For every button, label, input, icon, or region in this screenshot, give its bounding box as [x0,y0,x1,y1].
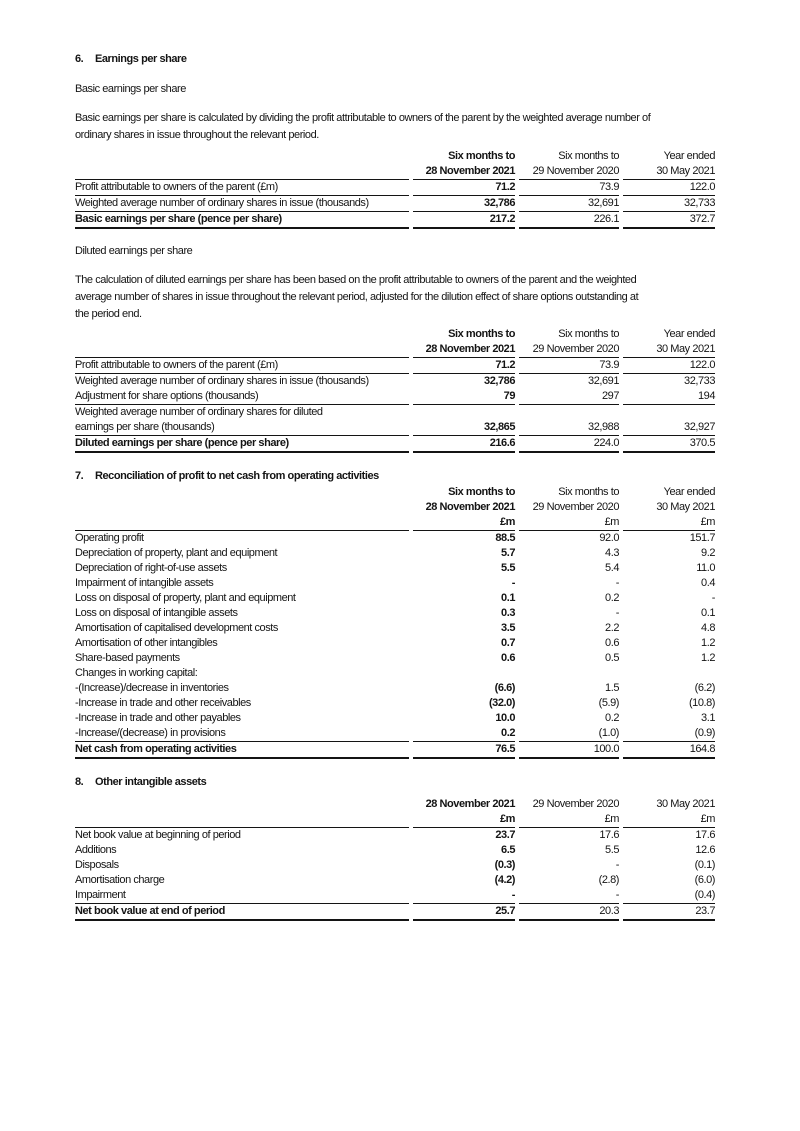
header-spacer [75,500,409,515]
cell-prior: 0.6 [605,637,619,649]
table-row [75,606,715,621]
cell-prior [519,405,619,420]
cell-year: (10.8) [688,697,715,709]
cell-year: 32,733 [684,375,715,387]
table-header-row [75,342,715,358]
table-header-row [75,797,715,812]
cell-current: 5.7 [501,547,515,559]
table-header-row [75,327,715,342]
cell-prior: 92.0 [599,532,619,544]
header-spacer [75,342,409,358]
col-header-period-year: Year ended [663,150,715,162]
cell-current: 0.1 [501,592,515,604]
header-spacer [75,164,409,180]
col-header-period-current: Six months to [448,486,515,498]
col-header-date-year: 30 May 2021 [623,342,715,358]
table-row [75,621,715,636]
row-label: Disposals [75,859,119,871]
table-row [75,873,715,888]
paragraph-line: The calculation of diluted earnings per share has been based on the profit attributable to owners of the parent and the weighted [75,274,637,286]
table-row [75,546,715,561]
cell-prior: (5.9) [598,697,619,709]
col-header-date-prior: 29 November 2020 [519,164,619,180]
cell-year: 122.0 [623,180,715,196]
section-title: Reconciliation of profit to net cash from operating activities [95,470,379,482]
table-row [75,726,715,742]
col-header-period-prior: Six months to [558,486,619,498]
intangible-assets-table [71,797,719,921]
table-row [75,651,715,666]
cell-prior: 32,691 [519,196,619,212]
cell-prior: - [615,607,619,619]
col-header-date-prior: 29 November 2020 [519,342,619,358]
cell-year: 0.1 [701,607,715,619]
diluted-eps-table [71,327,719,453]
cell-year: 151.7 [689,532,715,544]
row-label: Share-based payments [75,652,180,664]
cell-current: 0.3 [501,607,515,619]
row-label: Amortisation charge [75,874,165,886]
cell-prior: 73.9 [519,180,619,196]
cell-current: (0.3) [494,859,515,871]
cell-prior: 20.3 [519,904,619,921]
cell-year: 32,733 [623,196,715,212]
col-header-date-prior: 29 November 2020 [532,501,619,513]
header-spacer [75,812,409,828]
cell-year [623,405,715,420]
col-header-date-year: 30 May 2021 [623,164,715,180]
row-label: Amortisation of capitalised development costs [75,622,278,634]
cell-current: 0.2 [413,726,515,742]
cell-prior: 5.5 [605,844,619,856]
cell-year: 12.6 [695,844,715,856]
row-label: earnings per share (thousands) [75,420,409,436]
cell-prior: (1.0) [519,726,619,742]
cell-current: - [511,577,515,589]
paragraph-line: average number of shares in issue throughout the relevant period, adjusted for the dilution effect of share options outstanding at [75,291,639,303]
row-label: Operating profit [75,532,144,544]
cell-current: 10.0 [495,712,515,724]
section-title: Other intangible assets [95,776,207,788]
cell-year: 194 [623,389,715,405]
table-total-row [75,742,715,759]
table-total-row [75,436,715,453]
header-spacer [75,149,409,164]
header-spacer [75,485,409,500]
section-6-heading [75,52,725,67]
cell-prior: 73.9 [519,358,619,374]
cell-current: 23.7 [495,829,515,841]
table-row [75,180,715,196]
cell-current: 25.7 [413,904,515,921]
cell-current: 0.7 [501,637,515,649]
cell-year: 9.2 [701,547,715,559]
row-label: Impairment [75,888,409,904]
table-row [75,888,715,904]
table-row [75,561,715,576]
cell-year: 11.0 [696,562,715,574]
header-spacer [75,327,409,342]
row-label: Net book value at end of period [75,904,409,921]
row-label: Additions [75,844,117,856]
cell-current [413,666,515,681]
cell-year: 32,927 [623,420,715,436]
cell-current: 5.5 [501,562,515,574]
col-header-date-year: 30 May 2021 [656,798,715,810]
section-number: 7. [75,470,84,482]
table-row [75,828,715,843]
col-header-date-current: 28 November 2021 [413,342,515,358]
col-header-unit-prior: £m [519,515,619,531]
cell-year: 3.1 [701,712,715,724]
cell-current: 3.5 [501,622,515,634]
table-row [75,681,715,696]
cell-year: 1.2 [701,652,715,664]
table-header-row [75,164,715,180]
table-row [75,711,715,726]
cell-current: 217.2 [413,212,515,229]
row-label: -Increase in trade and other payables [75,712,241,724]
diluted-eps-subtitle: Diluted earnings per share [75,245,193,257]
col-header-unit-year: £m [623,515,715,531]
table-row [75,196,715,212]
cell-current: - [413,888,515,904]
cell-current: 71.2 [413,180,515,196]
cell-year: (0.4) [623,888,715,904]
cell-prior: 32,691 [588,375,619,387]
cell-prior: 0.5 [605,652,619,664]
row-label: Amortisation of other intangibles [75,637,218,649]
col-header-period-prior: Six months to [558,328,619,340]
cell-year: 17.6 [695,829,715,841]
cell-year: (6.0) [694,874,715,886]
col-header-period-year: Year ended [663,486,715,498]
col-header-period-prior: Six months to [558,150,619,162]
row-label: Weighted average number of ordinary shares in issue (thousands) [75,196,409,212]
col-header-date-prior: 29 November 2020 [532,798,619,810]
section-7-heading [75,469,725,484]
paragraph-line: Basic earnings per share is calculated by dividing the profit attributable to owners of the parent by the weighted average number of [75,112,651,124]
col-header-unit-current: £m [413,812,515,828]
table-row [75,358,715,374]
cell-prior: 1.5 [605,682,619,694]
row-label: -Increase/(decrease) in provisions [75,726,409,742]
cell-year: 370.5 [623,436,715,453]
cell-current: 32,786 [413,196,515,212]
col-header-date-current: 28 November 2021 [425,501,515,513]
cell-current [413,405,515,420]
cell-current: 88.5 [495,532,515,544]
table-row [75,389,715,405]
header-spacer [75,797,409,812]
row-label: Net cash from operating activities [75,742,409,759]
col-header-date-current: 28 November 2021 [425,798,515,810]
row-label: Loss on disposal of intangible assets [75,607,238,619]
table-row [75,696,715,711]
cell-year: - [711,592,715,604]
cell-prior: 0.2 [605,592,619,604]
cell-current: (6.6) [494,682,515,694]
header-spacer [75,515,409,531]
cell-current: 32,865 [413,420,515,436]
cash-reconciliation-table [71,485,719,759]
col-header-unit-year: £m [623,812,715,828]
section-8-heading [75,775,725,790]
cell-current: 79 [413,389,515,405]
section-number: 6. [75,53,84,65]
row-label: Impairment of intangible assets [75,577,214,589]
cell-year: (0.9) [623,726,715,742]
basic-eps-subtitle: Basic earnings per share [75,83,186,95]
diluted-eps-paragraph [75,272,725,323]
row-label: Weighted average number of ordinary shares for diluted [75,406,323,418]
cell-current: 216.6 [413,436,515,453]
col-header-period-year: Year ended [663,328,715,340]
cell-year: 164.8 [623,742,715,759]
cell-prior: 0.2 [605,712,619,724]
cell-year: (6.2) [694,682,715,694]
cell-current: 71.2 [413,358,515,374]
table-header-row [75,149,715,164]
cell-current: 0.6 [501,652,515,664]
row-label: Weighted average number of ordinary shares in issue (thousands) [75,375,369,387]
cell-prior: 4.3 [605,547,619,559]
col-header-unit-current: £m [413,515,515,531]
row-label: Changes in working capital: [75,667,198,679]
cell-year [623,666,715,681]
cell-prior: 297 [519,389,619,405]
cell-current: 32,786 [484,375,515,387]
col-header-unit-prior: £m [519,812,619,828]
row-label: Depreciation of property, plant and equipment [75,547,278,559]
table-row [75,374,715,389]
col-header-period-current: Six months to [448,328,515,340]
table-row [75,636,715,651]
row-label: Diluted earnings per share (pence per share) [75,436,409,453]
basic-eps-paragraph [75,110,725,144]
table-row [75,531,715,546]
row-label: Loss on disposal of property, plant and equipment [75,592,296,604]
paragraph-line: the period end. [75,308,142,320]
cell-prior: - [615,577,619,589]
cell-year: 0.4 [701,577,715,589]
table-row [75,843,715,858]
col-header-date-year: 30 May 2021 [656,501,715,513]
cell-current: 76.5 [413,742,515,759]
table-row [75,420,715,436]
row-label: -(Increase)/decrease in inventories [75,682,229,694]
cell-prior: 100.0 [519,742,619,759]
paragraph-line: ordinary shares in issue throughout the relevant period. [75,129,319,141]
cell-prior: - [519,888,619,904]
cell-prior: 226.1 [519,212,619,229]
row-label: -Increase in trade and other receivables [75,697,251,709]
cell-year: 1.2 [701,637,715,649]
table-row [75,666,715,681]
cell-year: 122.0 [623,358,715,374]
table-row [75,858,715,873]
table-header-row [75,485,715,500]
cell-prior: 224.0 [519,436,619,453]
row-label: Depreciation of right-of-use assets [75,562,227,574]
table-row [75,576,715,591]
cell-year: 372.7 [623,212,715,229]
cell-prior: (2.8) [598,874,619,886]
cell-year: (0.1) [694,859,715,871]
cell-prior: 5.4 [605,562,619,574]
cell-prior: 32,988 [519,420,619,436]
row-label: Profit attributable to owners of the parent (£m) [75,180,409,196]
table-total-row [75,904,715,921]
row-label: Profit attributable to owners of the parent (£m) [75,358,409,374]
section-number: 8. [75,776,84,788]
basic-eps-table [71,149,719,229]
table-row [75,591,715,606]
row-label: Adjustment for share options (thousands) [75,389,409,405]
table-total-row [75,212,715,229]
table-header-row [75,812,715,828]
cell-prior: 2.2 [605,622,619,634]
cell-prior [519,666,619,681]
col-header-date-current: 28 November 2021 [413,164,515,180]
cell-current: (4.2) [494,874,515,886]
row-label: Net book value at beginning of period [75,829,241,841]
cell-prior: 17.6 [599,829,619,841]
cell-current: (32.0) [488,697,515,709]
table-header-row [75,500,715,515]
cell-current: 6.5 [501,844,515,856]
row-label: Basic earnings per share (pence per share) [75,212,409,229]
table-row [75,405,715,420]
cell-prior: - [615,859,619,871]
table-header-row [75,515,715,531]
col-header-period-current: Six months to [448,150,515,162]
section-title: Earnings per share [95,53,187,65]
cell-year: 4.8 [701,622,715,634]
cell-year: 23.7 [623,904,715,921]
